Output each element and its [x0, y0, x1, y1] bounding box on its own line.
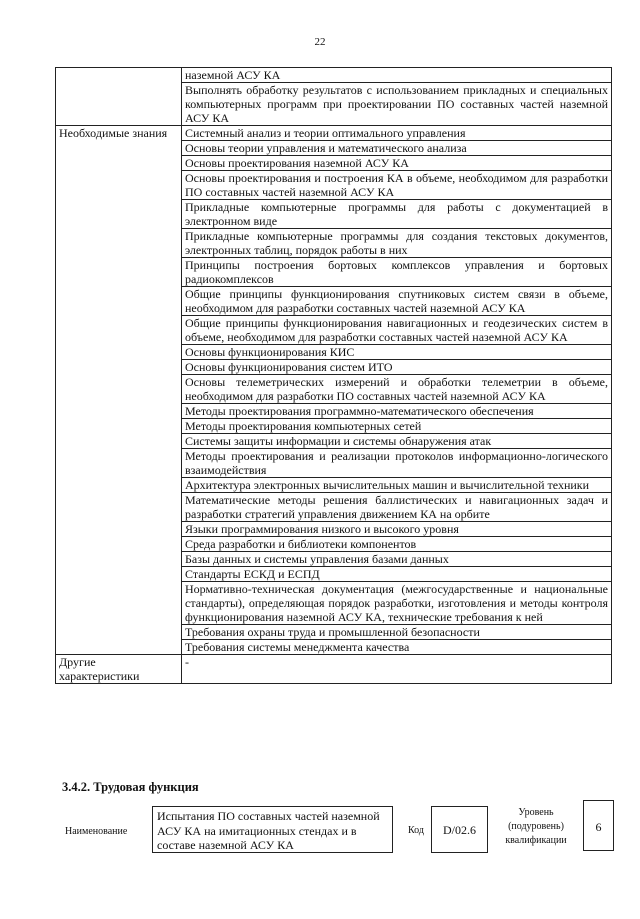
empty-label-cell — [56, 68, 182, 126]
competency-table — [55, 67, 612, 684]
knowledge-item: Методы проектирования компьютерных сетей — [182, 419, 612, 434]
section-title: 3.4.2. Трудовая функция — [62, 780, 199, 794]
knowledge-item: Методы проектирования программно-математического обеспечения — [182, 404, 612, 419]
knowledge-item: Основы функционирования КИС — [182, 345, 612, 360]
name-label: Наименование — [65, 826, 128, 837]
knowledge-item: Математические методы решения баллистических и навигационных задач и разработки стратегий управления движением КА на орбите — [182, 493, 612, 522]
qualification-level-box: 6 — [583, 800, 614, 851]
knowledge-item: Прикладные компьютерные программы для создания текстовых документов, электронных таблиц, порядок работы в них — [182, 229, 612, 258]
knowledge-item: Языки программирования низкого и высокого уровня — [182, 522, 612, 537]
knowledge-item: Системы защиты информации и системы обнаружения атак — [182, 434, 612, 449]
knowledge-item: Стандарты ЕСКД и ЕСПД — [182, 567, 612, 582]
knowledge-item: Общие принципы функционирования спутниковых систем связи в объеме, необходимом для разработки составных частей наземной АСУ КА — [182, 287, 612, 316]
table-row — [56, 68, 612, 83]
code-label: Код — [408, 825, 424, 836]
knowledge-item: Требования системы менеджмента качества — [182, 640, 612, 655]
knowledge-item: Нормативно-техническая документация (межгосударственные и национальные стандарты), определяющая порядок разработки, изготовления и методы контроля функционирования наземной АСУ КА, технические требования к ней — [182, 582, 612, 625]
other-characteristics-label: Другие характеристики — [56, 655, 182, 684]
knowledge-item: Методы проектирования и реализации протоколов информационно-логического взаимодействия — [182, 449, 612, 478]
knowledge-item: Основы теории управления и математического анализа — [182, 141, 612, 156]
knowledge-item: Общие принципы функционирования навигационных и геодезических систем в объеме, необходимом для разработки составных частей наземной АСУ КА — [182, 316, 612, 345]
knowledge-item: Требования охраны труда и промышленной безопасности — [182, 625, 612, 640]
table-row — [56, 126, 612, 141]
knowledge-label: Необходимые знания — [56, 126, 182, 655]
knowledge-item: Среда разработки и библиотеки компонентов — [182, 537, 612, 552]
knowledge-item: Прикладные компьютерные программы для работы с документацией в электронном виде — [182, 200, 612, 229]
function-name-box: Испытания ПО составных частей наземной АСУ КА на имитационных стендах и в составе наземной АСУ КА — [152, 806, 393, 853]
code-box: D/02.6 — [431, 806, 488, 853]
qualification-level-label: Уровень (подуровень) квалификации — [505, 807, 567, 846]
knowledge-item: Архитектура электронных вычислительных машин и вычислительной техники — [182, 478, 612, 493]
knowledge-item: Системный анализ и теории оптимального управления — [182, 126, 612, 141]
knowledge-item: Основы функционирования систем ИТО — [182, 360, 612, 375]
knowledge-item: Базы данных и системы управления базами данных — [182, 552, 612, 567]
knowledge-item: Принципы построения бортовых комплексов управления и бортовых радиокомплексов — [182, 258, 612, 287]
knowledge-item: Основы телеметрических измерений и обработки телеметрии в объеме, необходимом для разработки ПО составных частей наземной АСУ КА — [182, 375, 612, 404]
table-row — [56, 655, 612, 684]
page-number: 22 — [314, 36, 326, 48]
skill-cell: наземной АСУ КА — [182, 68, 612, 83]
other-characteristics-value: - — [182, 655, 612, 684]
knowledge-item: Основы проектирования и построения КА в объеме, необходимом для разработки ПО составных частей наземной АСУ КА — [182, 171, 612, 200]
knowledge-item: Основы проектирования наземной АСУ КА — [182, 156, 612, 171]
skill-cell: Выполнять обработку результатов с использованием прикладных и специальных компьютерных программ при проектировании ПО составных частей наземной АСУ КА — [182, 83, 612, 126]
